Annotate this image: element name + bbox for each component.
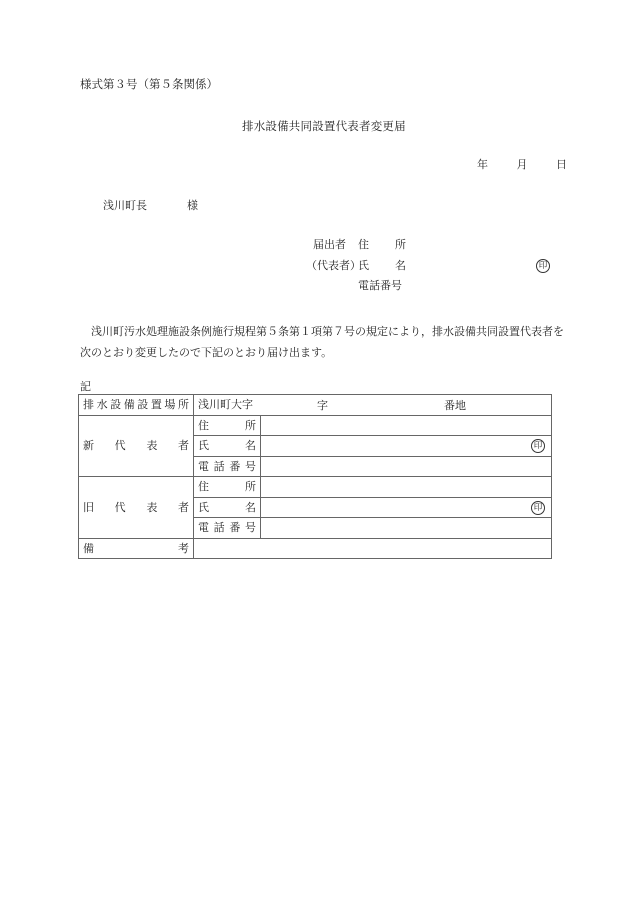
notifier-label: 届出者 <box>313 238 346 251</box>
remarks-label-cell <box>79 538 194 559</box>
table-row-place <box>79 395 552 416</box>
form-number: 様式第３号（第５条関係） <box>80 77 218 91</box>
label-char: 氏 <box>198 439 209 453</box>
label-char: 番 <box>229 521 241 535</box>
record-label: 記 <box>80 380 91 393</box>
new-name-field[interactable] <box>261 436 552 457</box>
label-char: 住 <box>198 418 209 432</box>
old-rep-label-char: 代 <box>114 500 126 514</box>
table-row-remarks <box>79 538 552 559</box>
label-char: 号 <box>244 521 256 535</box>
place-label-cell <box>79 395 194 416</box>
old-phone-field[interactable] <box>261 518 552 539</box>
old-name-label <box>194 497 261 518</box>
body-text: 浅川町汚水処理施設条例施行規程第５条第１項第７号の規定により，排水設備共同設置代表者を次のとおり変更したので下記のとおり届け出ます。 <box>80 325 564 359</box>
label-char: 話 <box>213 521 225 535</box>
place-label-char: 設 <box>137 398 149 412</box>
document-title: 排水設備共同設置代表者変更届 <box>242 119 406 133</box>
label-char: 所 <box>245 418 256 432</box>
date-line <box>477 159 567 170</box>
phone-label: 電話番号 <box>358 279 402 292</box>
place-label-char: 水 <box>96 398 108 412</box>
month-label: 月 <box>516 158 528 171</box>
label-char: 話 <box>213 459 225 473</box>
old-rep-label-char: 表 <box>146 500 158 514</box>
remarks-field[interactable] <box>194 538 552 559</box>
place-prefix: 浅川町大字 <box>198 398 253 412</box>
table-row-new-address <box>79 415 552 436</box>
place-label-char: 置 <box>150 398 162 412</box>
aza-label: 字 <box>317 399 328 412</box>
old-address-field[interactable] <box>261 477 552 498</box>
old-rep-label-char: 旧 <box>83 500 94 514</box>
year-label: 年 <box>477 158 488 171</box>
label-char: 名 <box>245 439 256 453</box>
name-label-2: 名 <box>395 259 406 272</box>
label-char: 名 <box>245 500 256 514</box>
place-value-field[interactable] <box>194 395 552 416</box>
label-char: 号 <box>244 459 256 473</box>
table-row-old-address <box>79 477 552 498</box>
addressee <box>103 200 198 211</box>
label-char: 考 <box>178 541 189 555</box>
place-label-char: 排 <box>83 398 94 412</box>
seal-icon: 印 <box>536 259 550 273</box>
old-rep-label-cell <box>79 477 194 539</box>
name-label-1: 氏 <box>358 259 369 272</box>
old-phone-label <box>194 518 261 539</box>
address-label-2: 所 <box>395 238 406 251</box>
addressee-honorific: 様 <box>187 199 198 212</box>
new-rep-label-cell <box>79 415 194 477</box>
new-rep-label-char: 者 <box>177 439 189 453</box>
addressee-name: 浅川町長 <box>103 199 147 212</box>
place-label-char: 場 <box>164 398 176 412</box>
new-rep-label-char: 代 <box>114 439 126 453</box>
new-phone-label <box>194 456 261 477</box>
label-char: 備 <box>83 541 94 555</box>
label-char: 番 <box>229 459 241 473</box>
old-name-field[interactable] <box>261 497 552 518</box>
place-label-char: 所 <box>177 398 189 412</box>
new-rep-label-char: 新 <box>83 439 94 453</box>
old-rep-label-char: 者 <box>177 500 189 514</box>
new-rep-label-char: 表 <box>146 439 158 453</box>
new-address-field[interactable] <box>261 415 552 436</box>
label-char: 氏 <box>198 500 209 514</box>
label-char: 電 <box>198 459 209 473</box>
new-phone-field[interactable] <box>261 456 552 477</box>
old-address-label <box>194 477 261 498</box>
label-char: 住 <box>198 480 209 494</box>
place-label-char: 設 <box>110 398 122 412</box>
representative-label: （代表者） <box>306 259 361 272</box>
seal-icon: 印 <box>531 439 545 453</box>
new-address-label <box>194 415 261 436</box>
seal-icon: 印 <box>531 501 545 515</box>
change-form-table <box>78 394 552 559</box>
day-label: 日 <box>556 158 567 171</box>
label-char: 所 <box>245 480 256 494</box>
label-char: 電 <box>198 521 209 535</box>
address-label-1: 住 <box>358 238 369 251</box>
new-name-label <box>194 436 261 457</box>
place-label-char: 備 <box>123 398 135 412</box>
banchi-label: 番地 <box>444 399 466 412</box>
